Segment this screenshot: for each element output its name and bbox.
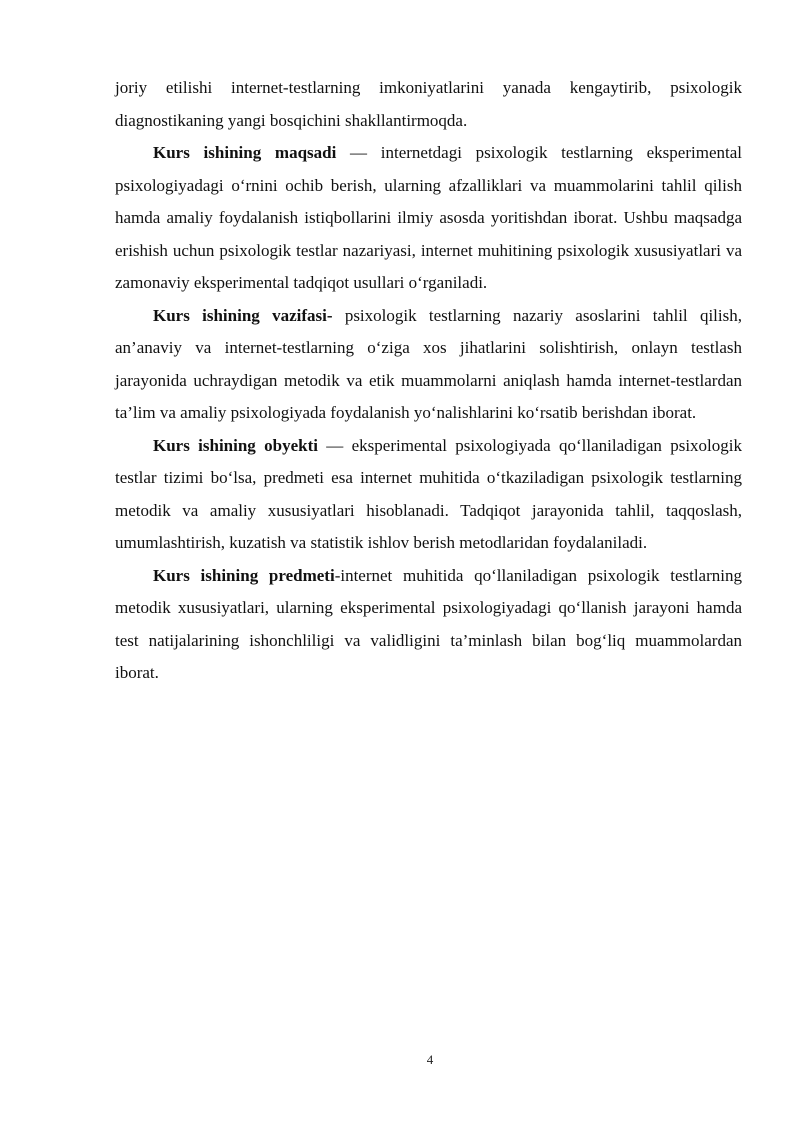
paragraph-text: psixologik testlarning nazariy asoslarini tahlil qilish, an’anaviy va internet-testlarning o‘ziga xos jihatlarini solishtirish, onlayn testlash jarayonida uchraydigan metodik va etik muammolarni aniqlash hamda internet-testlardan ta’lim va amaliy psixologiyada foydalanish yo‘nalishlarini ko‘rsatib berishdan iborat. bbox=[115, 305, 742, 422]
paragraph-object bbox=[115, 430, 742, 560]
paragraph-heading: Kurs ishining predmeti bbox=[153, 565, 335, 585]
document-page bbox=[115, 72, 742, 690]
paragraph-subject bbox=[115, 560, 742, 690]
paragraph-text: joriy etilishi internet-testlarning imkoniyatlarini yanada kengaytirib, psixologik diagnostikaning yangi bosqichini shakllantirmoqda. bbox=[115, 78, 742, 130]
paragraph-text: -internet muhitida qo‘llaniladigan psixologik testlarning metodik xususiyatlari, ularning eksperimental psixologiyadagi qo‘llanish jarayoni hamda test natijalarining ishonchliligi va validligini ta’minlash bilan bog‘liq muammolardan iborat. bbox=[115, 565, 742, 682]
page-number: 4 bbox=[426, 1052, 434, 1067]
paragraph-heading: Kurs ishining obyekti bbox=[153, 435, 318, 455]
paragraph-tasks bbox=[115, 300, 742, 430]
paragraph-heading: Kurs ishining maqsadi bbox=[153, 143, 337, 162]
paragraph-text: — eksperimental psixologiyada qo‘llaniladigan psixologik testlar tizimi bo‘lsa, predmeti esa internet muhitida o‘tkaziladigan psixologik testlarning metodik va amaliy xususiyatlari hisoblanadi. Tadqiqot jarayonida tahlil, taqqoslash, umumlashtirish, kuzatish va statistik ishlov berish metodlaridan foydalaniladi. bbox=[115, 435, 742, 552]
paragraph-continuation bbox=[115, 72, 742, 137]
paragraph-heading: Kurs ishining vazifasi- bbox=[153, 305, 333, 325]
paragraph-goal bbox=[115, 137, 742, 300]
paragraph-text: — internetdagi psixologik testlarning eksperimental psixologiyadagi o‘rnini ochib berish, ularning afzalliklari va muammolarini tahlil qilish hamda amaliy foydalanish istiqbollarini ilmiy asosda yoritishdan iborat. Ushbu maqsadga erishish uchun psixologik testlar nazariyasi, internet muhitining psixologik xususiyatlari va zamonaviy eksperimental tadqiqot usullari o‘rganiladi. bbox=[115, 143, 742, 292]
